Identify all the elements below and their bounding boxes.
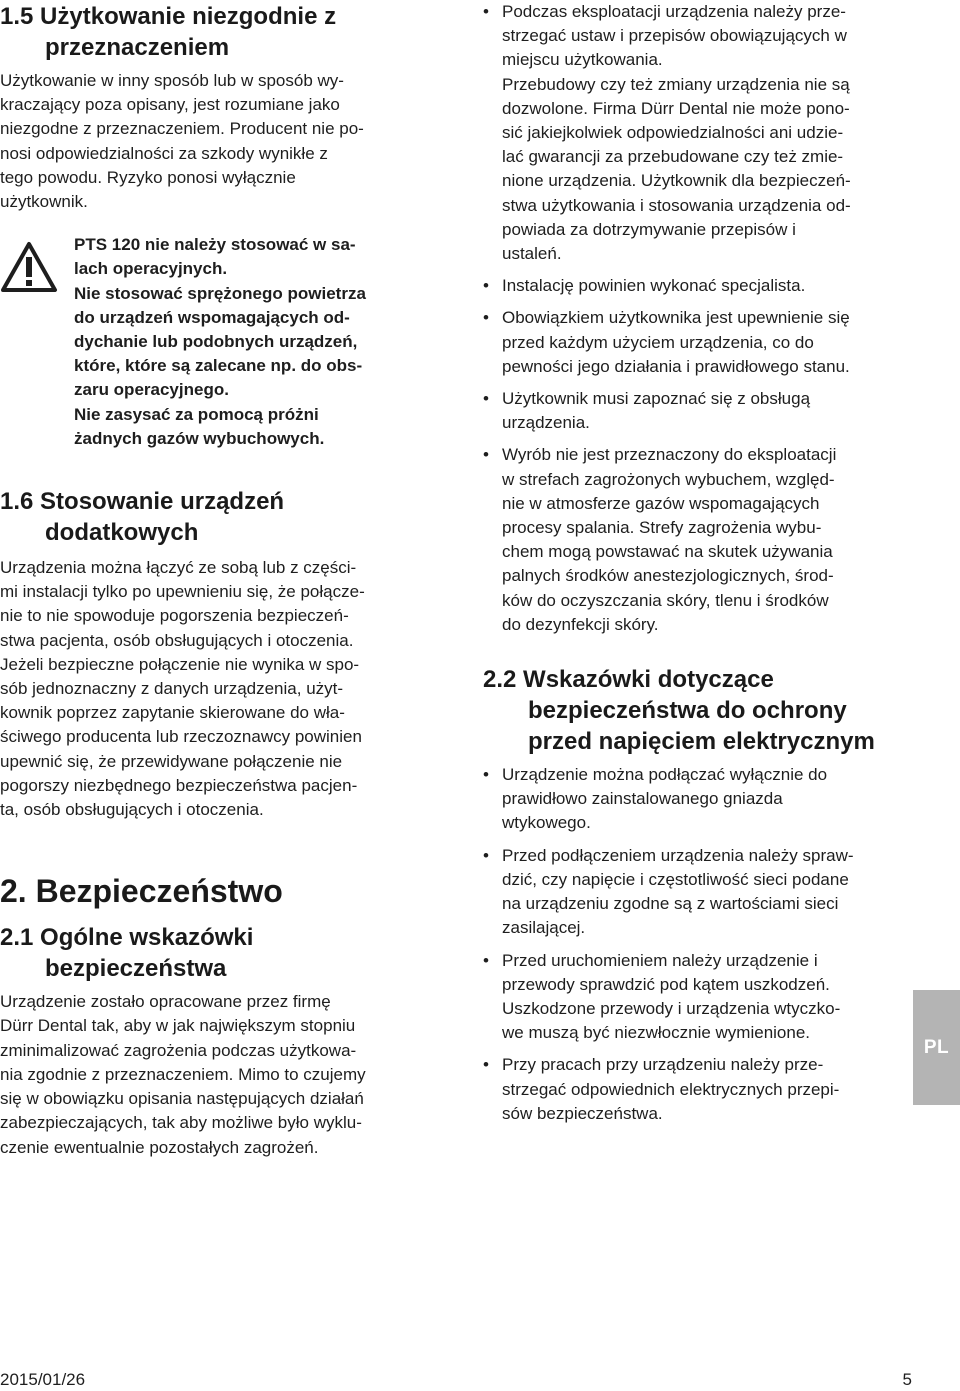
language-label: PL: [923, 1036, 950, 1058]
text-line: stwa użytkowania i stosowania urządzenia od-: [502, 195, 851, 215]
text-line: Użytkowanie w inny sposób lub w sposób wy-: [0, 71, 344, 90]
text-line: się w obowiązku opisania następujących działań: [0, 1089, 364, 1109]
text-line: Podczas eksploatacji urządzenia należy prze-: [502, 2, 846, 21]
text-line: Urządzenia można łączyć ze sobą lub z części-: [0, 558, 357, 578]
bullet-icon: •: [483, 389, 489, 409]
text-line: urządzenia.: [502, 413, 590, 433]
text-line: nie w atmosferze gazów wspomagających: [502, 493, 820, 513]
text-line: lach operacyjnych.: [74, 259, 228, 279]
text-line: Użytkownik musi zapoznać się z obsługą: [502, 389, 811, 409]
text-line: Przy pracach przy urządzeniu należy prze-: [502, 1055, 824, 1075]
section-title-line-1: Ogólne wskazówki: [40, 924, 254, 952]
text-line: niezgodne z przeznaczeniem. Producent nie po-: [0, 119, 364, 139]
text-line: do urządzeń wspomagających od-: [74, 307, 350, 327]
warning-box: [0, 233, 438, 451]
text-line: zasilającej.: [502, 918, 586, 938]
list-item: [483, 306, 913, 379]
text-line: dychanie lub podobnych urządzeń,: [74, 332, 358, 352]
bullet-icon: •: [483, 950, 489, 970]
text-line: PTS 120 nie należy stosować w sa-: [74, 235, 356, 255]
text-line: zabezpieczających, tak aby możliwe było wyklu-: [0, 1113, 362, 1133]
text-line: powiada za dotrzymywanie przepisów i: [502, 219, 796, 239]
section-title-line-1: Użytkowanie niezgodnie z: [40, 3, 337, 30]
text-line: lać gwarancji za przebudowane czy też zmie-: [502, 147, 844, 167]
section-title-line-2: bezpieczeństwa do ochrony: [528, 697, 847, 725]
text-line: Jeżeli bezpieczne połączenie nie wynika w spo-: [0, 654, 360, 674]
text-line: które, które są zalecane np. do obs-: [74, 356, 363, 376]
text-line: czenie ewentualnie pozostałych zagrożeń.: [0, 1137, 319, 1157]
text-line: sów bezpieczeństwa.: [502, 1103, 663, 1123]
text-line: mi instalacji tylko po upewnieniu się, że połącze-: [0, 582, 365, 602]
section-2-1-paragraph: [0, 990, 438, 1159]
section-number: 2.2: [483, 666, 517, 694]
language-tab: [913, 990, 960, 1105]
text-line: żadnych gazów wybuchowych.: [74, 428, 325, 448]
bullet-icon: •: [483, 445, 489, 465]
text-line: prawidłowo zainstalowanego gniazda: [502, 789, 783, 809]
section-title-line-1: Wskazówki dotyczące: [523, 666, 774, 694]
section-number: 1.6: [0, 488, 34, 516]
bullet-icon: •: [483, 1055, 489, 1075]
section-title-line-3: przed napięciem elektrycznym: [528, 728, 875, 756]
text-line: palnych środków anestezjologicznych, środ-: [502, 566, 834, 586]
text-line: pogorszy niezbędnego bezpieczeństwa pacjen-: [0, 775, 358, 795]
text-line: tego powodu. Ryzyko ponosi wyłącznie: [0, 167, 296, 187]
list-item: [483, 0, 913, 266]
text-line: Instalację powinien wykonać specjalista.: [502, 276, 806, 296]
bullet-icon: •: [483, 276, 489, 296]
text-line: użytkownik.: [0, 192, 88, 212]
text-line: Urządzenie można podłączać wyłącznie do: [502, 765, 828, 785]
text-line: przewody sprawdzić pod kątem uszkodzeń.: [502, 974, 830, 994]
text-line: Uszkodzone przewody i urządzenia wtyczko-: [502, 998, 841, 1018]
text-line: Przed uruchomieniem należy urządzenie i: [502, 950, 818, 970]
left-column: [0, 0, 438, 1160]
text-line: ków do oczyszczania skóry, tlenu i środków: [502, 590, 829, 610]
chapter-2-heading: 2. Bezpieczeństwo: [0, 873, 283, 910]
text-line: przed każdym użyciem urządzenia, co do: [502, 332, 814, 352]
text-line: do dezynfekcji skóry.: [502, 614, 659, 634]
text-line: Przed podłączeniem urządzenia należy spraw-: [502, 845, 854, 865]
section-title-line-2: przeznaczeniem: [45, 34, 230, 61]
text-line: ustaleń.: [502, 244, 562, 264]
bullet-icon: •: [483, 308, 489, 328]
text-line: kraczający poza opisany, jest rozumiane jako: [0, 95, 340, 115]
section-1-6-heading: [0, 486, 438, 548]
text-line: sób jednoznaczny z danych urządzenia, użyt-: [0, 679, 344, 699]
text-line: procesy spalania. Strefy zagrożenia wybu-: [502, 518, 822, 538]
text-line: nia zgodnie z przeznaczeniem. Mimo to czujemy: [0, 1064, 366, 1084]
page-number: 5: [902, 1370, 912, 1389]
text-line: nie to nie spowoduje pogorszenia bezpieczeń-: [0, 606, 349, 626]
text-line: Obowiązkiem użytkownika jest upewnienie się: [502, 308, 850, 328]
safety-bullet-list: [483, 0, 913, 637]
text-line: Urządzenie zostało opracowane przez firmę: [0, 992, 331, 1012]
section-1-6-paragraph: [0, 556, 438, 822]
text-line: nione urządzenia. Użytkownik dla bezpieczeń-: [502, 171, 851, 191]
right-column: [483, 0, 913, 1126]
text-line: wtykowego.: [502, 813, 591, 833]
text-line: ta, osób obsługujących i otoczenia.: [0, 800, 264, 820]
text-line: dozwolone. Firma Dürr Dental nie może pono-: [502, 98, 850, 118]
text-line: miejscu użytkowania.: [502, 50, 663, 70]
list-item: [483, 844, 913, 941]
text-line: Przebudowy czy też zmiany urządzenia nie są: [502, 74, 850, 94]
text-line: ściwego producenta lub rzeczoznawcy powinien: [0, 727, 362, 747]
list-item: [483, 387, 913, 435]
text-line: kownik poprzez zapytanie skierowane do wła-: [0, 703, 345, 723]
text-line: dzić, czy napięcie i częstotliwość sieci podane: [502, 869, 849, 889]
list-item: [483, 274, 913, 298]
text-line: upewnić się, że przewidywane połączenie nie: [0, 751, 343, 771]
warning-text: [74, 233, 438, 451]
text-line: strzegać odpowiednich elektrycznych przepi-: [502, 1079, 840, 1099]
section-title-line-1: Stosowanie urządzeń: [40, 488, 285, 516]
section-1-5-heading: [0, 1, 438, 63]
text-line: Nie zasysać za pomocą próżni: [74, 404, 319, 424]
text-line: zaru operacyjnego.: [74, 380, 229, 400]
section-2-1-heading: [0, 922, 438, 984]
text-line: zminimalizować zagrożenia podczas użytkowa-: [0, 1040, 357, 1060]
section-number: 2.1: [0, 924, 34, 952]
list-item: [483, 1053, 913, 1126]
bullet-icon: •: [483, 845, 489, 865]
list-item: [483, 949, 913, 1046]
text-line: strzegać ustaw i przepisów obowiązujących w: [502, 26, 847, 46]
text-line: Wyrób nie jest przeznaczony do eksploatacji: [502, 445, 837, 465]
electrical-bullet-list: [483, 763, 913, 1126]
warning-triangle-icon: [0, 241, 58, 293]
bullet-icon: •: [483, 765, 489, 785]
bullet-icon: •: [483, 2, 489, 21]
text-line: Nie stosować sprężonego powietrza: [74, 283, 366, 303]
list-item: [483, 763, 913, 836]
text-line: stwa pacjenta, osób obsługujących i otoczenia.: [0, 630, 354, 650]
section-number: 1.5: [0, 3, 34, 30]
list-item: [483, 443, 913, 637]
section-2-2-heading: [483, 664, 913, 757]
text-line: chem mogą powstawać na skutek używania: [502, 542, 833, 562]
section-title-line-2: dodatkowych: [45, 519, 199, 547]
text-line: w strefach zagrożonych wybuchem, względ-: [502, 469, 835, 489]
text-line: Dürr Dental tak, aby w jak największym stopniu: [0, 1016, 356, 1036]
section-title-line-2: bezpieczeństwa: [45, 955, 227, 983]
text-line: na urządzeniu zgodne są z wartościami sieci: [502, 894, 839, 914]
section-1-5-paragraph: [0, 69, 438, 214]
text-line: sić jakiejkolwiek odpowiedzialności ani udzie-: [502, 123, 844, 143]
text-line: pewności jego działania i prawidłowego stanu.: [502, 356, 850, 376]
text-line: nosi odpowiedzialności za szkody wynikłe z: [0, 143, 328, 163]
footer-date: 2015/01/26: [0, 1370, 86, 1389]
text-line: we muszą być niezwłocznie wymienione.: [502, 1023, 811, 1043]
